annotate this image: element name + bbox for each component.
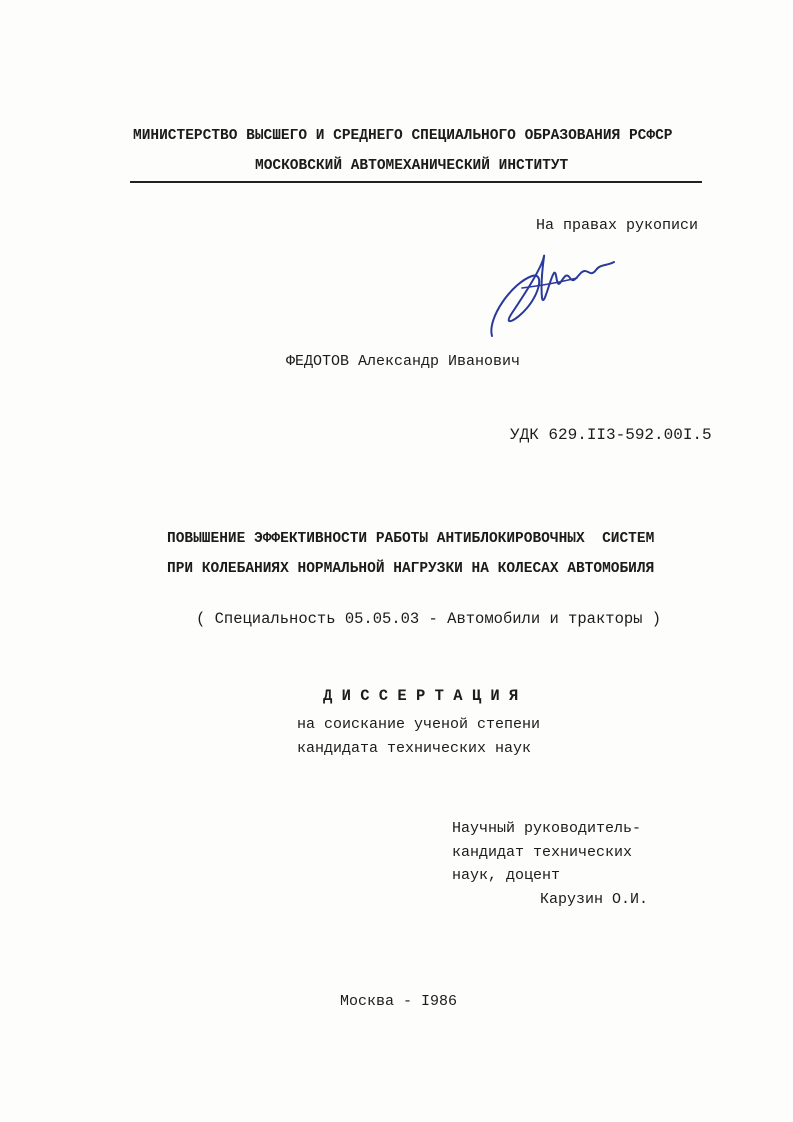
title-line-1: ПОВЫШЕНИЕ ЭФФЕКТИВНОСТИ РАБОТЫ АНТИБЛОКИРОВОЧНЫХ СИСТЕМ	[167, 531, 655, 547]
work-type: Д И С С Е Р Т А Ц И Я	[323, 687, 519, 705]
ministry-heading: МИНИСТЕРСТВО ВЫСШЕГО И СРЕДНЕГО СПЕЦИАЛЬНОГО ОБРАЗОВАНИЯ РСФСР	[133, 128, 673, 144]
specialty: ( Специальность 05.05.03 - Автомобили и тракторы )	[196, 610, 662, 628]
place-year: Москва - I986	[340, 993, 458, 1010]
supervisor-line-2: кандидат технических	[452, 844, 633, 861]
supervisor-name: Карузин О.И.	[540, 891, 649, 908]
supervisor-line-1: Научный руководитель-	[452, 820, 642, 837]
degree-line-2: кандидата технических наук	[297, 740, 532, 757]
header-divider	[130, 181, 702, 183]
rights-note: На правах рукописи	[536, 217, 699, 234]
author-name: ФЕДОТОВ Александр Иванович	[286, 353, 521, 370]
supervisor-line-3: наук, доцент	[452, 867, 561, 884]
degree-line-1: на соискание ученой степени	[297, 716, 541, 733]
title-line-2: ПРИ КОЛЕБАНИЯХ НОРМАЛЬНОЙ НАГРУЗКИ НА КОЛЕСАХ АВТОМОБИЛЯ	[167, 561, 655, 577]
institute-heading: МОСКОВСКИЙ АВТОМЕХАНИЧЕСКИЙ ИНСТИТУТ	[255, 158, 569, 174]
handwritten-signature	[482, 248, 632, 348]
udk-code: УДК 629.II3-592.00I.5	[510, 426, 712, 444]
